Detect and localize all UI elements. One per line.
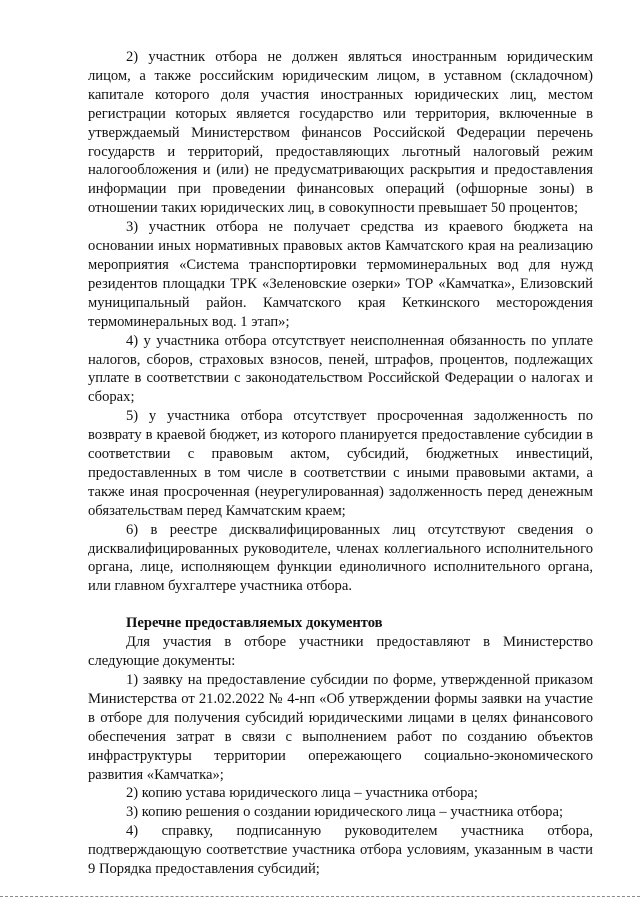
- condition-item-4: 4) у участника отбора отсутствует неисполненная обязанность по уплате налогов, сборов, страховых взносов, пеней, штрафов, процентов, подлежащих уплате в соответствии с законодательством Российской Федерации о налогах и сборах;: [88, 332, 593, 406]
- documents-intro: Для участия в отборе участники предоставляют в Министерство следующие документы:: [88, 634, 593, 670]
- condition-item-3: 3) участник отбора не получает средства из краевого бюджета на основании иных нормативных правовых актов Камчатского края на реализацию мероприятия «Система транспортировки термоминеральных вод для нужд резидентов площадки ТРК «Зеленовские озерки» ТОР «Камчатка», Елизовский муниципальный район. Камчатского края Кеткинского месторождения термоминеральных вод. 1 этап»;: [88, 219, 593, 330]
- document-item-3: 3) копию решения о создании юридического лица – участника отбора;: [126, 804, 563, 821]
- condition-item-5: 5) у участника отбора отсутствует просроченная задолженность по возврату в краевой бюджет, из которого планируется предоставление субсидии в соответствии с правовым актом, субсидий, бюджетных инвестиций, предоставленных в том числе в соответствии с иными правовыми актами, а также иная просроченная (неурегулированная) задолженность перед денежным обязательствам перед Камчатским краем;: [88, 408, 593, 519]
- document-page: [88, 48, 593, 879]
- documents-heading: Перечне предоставляемых документов: [126, 615, 383, 632]
- document-item-2: 2) копию устава юридического лица – участника отбора;: [126, 785, 478, 802]
- condition-item-2: 2) участник отбора не должен являться иностранным юридическим лицом, а также российским юридическим лицом, в уставном (складочном) капитале которого доля участия иностранных юридических лиц, местом регистрации которых является государство или территория, включенные в утверждаемый Министерством финансов Российской Федерации перечень государств и территорий, предоставляющих льготный налоговый режим налогообложения и (или) не предусматривающих раскрытия и предоставления информации при проведении финансовых операций (офшорные зоны) в отношении таких юридических лиц, в совокупности превышает 50 процентов;: [88, 49, 593, 217]
- section-gap: [88, 596, 593, 614]
- document-item-4: 4) справку, подписанную руководителем участника отбора, подтверждающую соответствие участника отбора условиям, указанным в части 9 Порядка предоставления субсидий;: [88, 823, 593, 878]
- document-item-1: 1) заявку на предоставление субсидии по форме, утвержденной приказом Министерства от 21.02.2022 № 4-нп «Об утверждении формы заявки на участие в отборе для получения субсидий юридическими лицами в целях финансового обеспечения затрат в связи с выполнением работ по созданию объектов инфраструктуры территории опережающего социально-экономического развития «Камчатка»;: [88, 672, 593, 783]
- scan-edge-rule: [0, 896, 640, 897]
- condition-item-6: 6) в реестре дисквалифицированных лиц отсутствуют сведения о дисквалифицированных руководителе, членах коллегиального исполнительного органа, лице, исполняющем функции единоличного исполнительного органа, или главном бухгалтере участника отбора.: [88, 521, 593, 595]
